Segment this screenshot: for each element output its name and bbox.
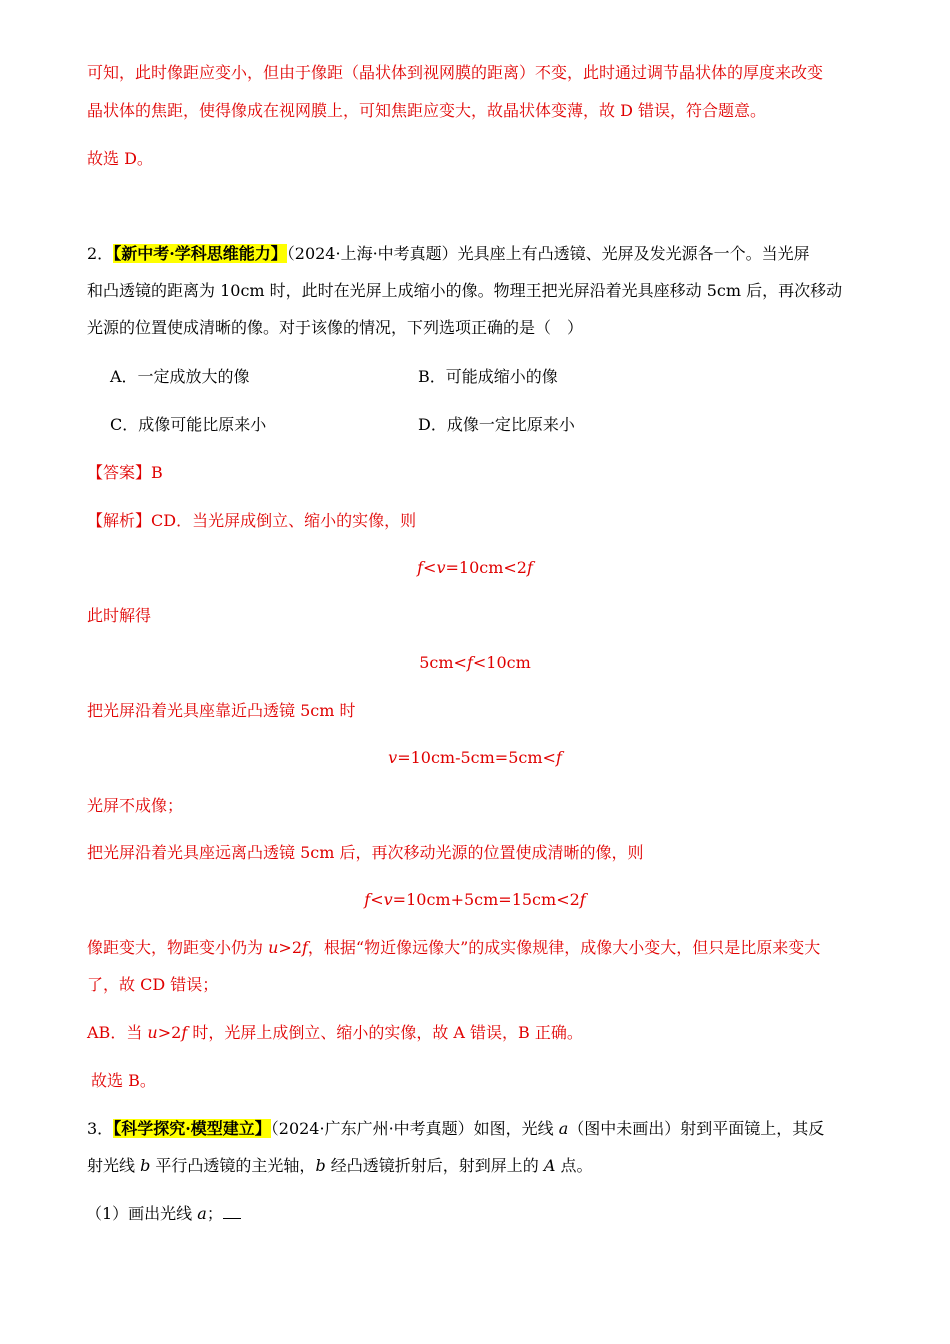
q3-number: 3． [87, 1119, 114, 1138]
q2-option-c: C．成像可能比原来小 [110, 415, 267, 434]
q2-solve: 此时解得 [87, 606, 152, 625]
q3-line-2: 射光线 b 平行凸透镜的主光轴，b 经凸透镜折射后，射到屏上的 A 点。 [87, 1156, 593, 1175]
q3-sub-1: （1）画出光线 a； [86, 1203, 241, 1225]
q2-analysis-title: 【解析】CD．当光屏成倒立、缩小的实像，则 [87, 511, 417, 530]
q2-option-a: A．一定成放大的像 [110, 367, 250, 386]
q2-option-b: B．可能成缩小的像 [418, 367, 558, 386]
q2-paragraph-2: AB．当 u>2f 时，光屏上成倒立、缩小的实像，故 A 错误，B 正确。 [87, 1023, 583, 1042]
q3-tag: 【科学探究·模型建立】 [113, 1119, 271, 1138]
q2-option-d: D．成像一定比原来小 [418, 415, 575, 434]
q2-no-image: 光屏不成像； [87, 796, 184, 815]
q2-tag: 【新中考·学科思维能力】 [113, 244, 287, 263]
q2-line-2: 和凸透镜的距离为 10cm 时，此时在光屏上成缩小的像。物理王把光屏沿着光具座移动 5cm 后，再次移动 [87, 281, 843, 300]
q2-equation-2: 5cm<f<10cm [419, 653, 531, 672]
prev-choose: 故选 D。 [87, 149, 153, 168]
q2-stem-1: （2024·上海·中考真题）光具座上有凸透镜、光屏及发光源各一个。当光屏 [286, 244, 810, 263]
q2-equation-1: f<v=10cm<2f [417, 558, 533, 577]
q2-move-far: 把光屏沿着光具座远离凸透镜 5cm 后，再次移动光源的位置使成清晰的像，则 [87, 843, 644, 862]
q2-choose: 故选 B。 [91, 1071, 156, 1090]
q2-line-1 [87, 243, 810, 265]
q2-equation-3: v=10cm-5cm=5cm<f [388, 748, 562, 767]
q2-answer: 【答案】B [87, 463, 163, 482]
q2-line-3: 光源的位置使成清晰的像。对于该像的情况，下列选项正确的是（ ） [87, 318, 584, 337]
q3-line-1: 3．【科学探究·模型建立】（2024·广东广州·中考真题）如图，光线 a（图中未画出）射到平面镜上，其反 [87, 1119, 825, 1138]
answer-blank[interactable] [223, 1204, 241, 1219]
q2-paragraph-1-line-2: 了，故 CD 错误； [87, 975, 219, 994]
q2-paragraph-1: 像距变大，物距变小仍为 u>2f，根据“物近像远像大”的成实像规律，成像大小变大，但只是比原来变大 [87, 938, 821, 957]
q2-move-near: 把光屏沿着光具座靠近凸透镜 5cm 时 [87, 701, 356, 720]
prev-analysis-line-1: 可知，此时像距应变小，但由于像距（晶状体到视网膜的距离）不变，此时通过调节晶状体的厚度来改变 [87, 63, 824, 82]
q2-number: 2． [87, 244, 114, 263]
prev-analysis-line-2: 晶状体的焦距，使得像成在视网膜上，可知焦距应变大，故晶状体变薄，故 D 错误，符合题意。 [87, 101, 767, 120]
q2-equation-4: f<v=10cm+5cm=15cm<2f [364, 890, 586, 909]
